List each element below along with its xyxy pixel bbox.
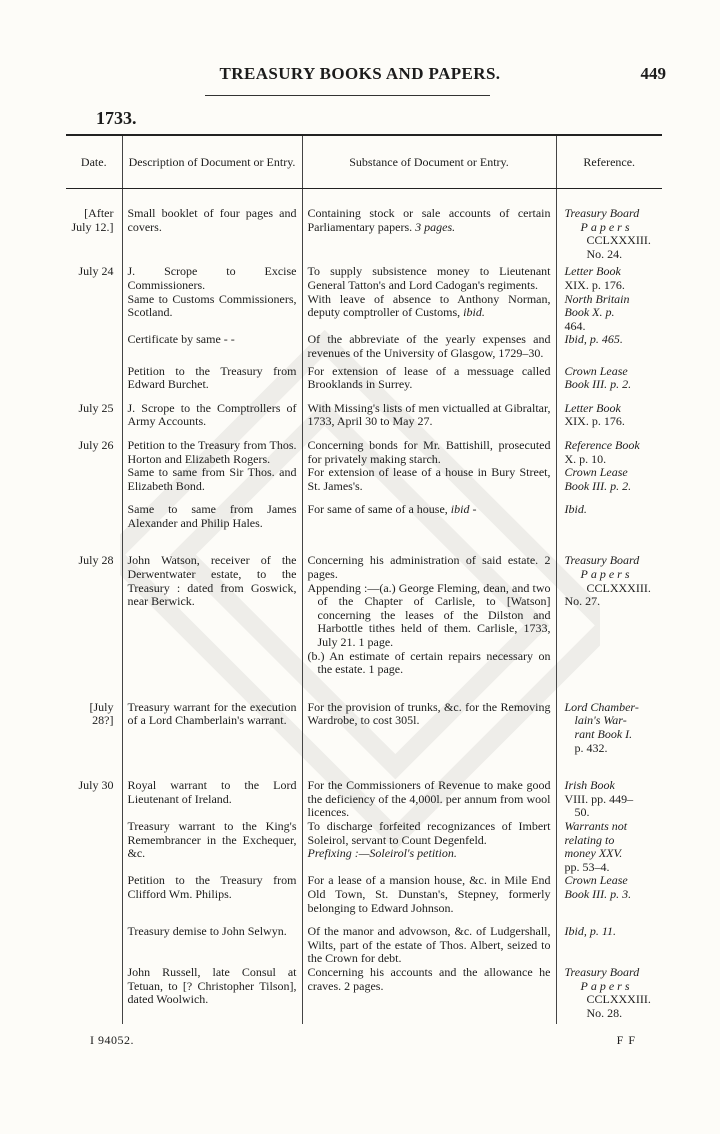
reference-line: Treasury Board — [564, 553, 640, 568]
entry-date — [66, 503, 122, 530]
entry-description: Petition to the Treasury from Edward Burchet. — [122, 365, 302, 392]
substance-text: Concerning his administration of said estate. 2 pages. — [307, 553, 551, 582]
entry-date — [66, 874, 122, 915]
table-row — [66, 554, 662, 676]
table-row — [66, 189, 662, 262]
table-row — [66, 293, 662, 334]
reference-line: Letter Book — [564, 400, 621, 415]
reference-line: relating to — [564, 832, 615, 847]
entry-date — [66, 925, 122, 966]
entry-substance: Of the abbreviate of the yearly expenses and revenues of the University of Glasgow, 1729–30. — [302, 333, 556, 360]
reference-line: Irish Book — [564, 778, 615, 793]
entry-reference — [556, 820, 662, 874]
row-spacer — [66, 530, 662, 554]
entry-description: J. Scrope to the Comptrollers of Army Accounts. — [122, 402, 302, 429]
reference-line: No. 24. — [586, 246, 623, 261]
header-rule — [205, 95, 490, 96]
reference-line: CCLXXXIII. — [586, 580, 651, 595]
table-row — [66, 966, 662, 1020]
reference-line: XIX. p. 176. — [564, 277, 625, 292]
substance-appendix: (b.) An estimate of certain repairs necessary on the estate. 1 page. — [307, 648, 551, 677]
entry-reference — [556, 333, 662, 360]
entry-reference — [556, 265, 662, 292]
entry-reference — [556, 966, 662, 1020]
entry-substance: Concerning his accounts and the allowance he craves. 2 pages. — [302, 966, 556, 1020]
entry-reference — [556, 466, 662, 493]
reference-line: VIII. pp. 449– — [564, 791, 634, 806]
entry-date: July 26 — [78, 437, 114, 452]
reference-line: Papers — [580, 567, 633, 582]
entry-date — [66, 966, 122, 1020]
entry-date: July 25 — [78, 400, 114, 415]
reference-line: No. 28. — [586, 1005, 623, 1020]
entry-description: Small booklet of four pages and covers. — [122, 189, 302, 262]
entry-substance: To supply subsistence money to Lieutenant General Tatton's and Lord Cadogan's regiments. — [302, 265, 556, 292]
reference-line: X. p. 10. — [564, 451, 607, 466]
entry-substance: Concerning bonds for Mr. Battishill, prosecuted for privately making starch. — [302, 439, 556, 466]
entry-date — [66, 333, 122, 360]
column-header-date: Date. — [66, 135, 122, 189]
running-title: TREASURY BOOKS AND PAPERS. — [219, 64, 501, 83]
reference-line: 50. — [574, 805, 590, 820]
reference-line: Treasury Board — [564, 964, 640, 979]
table-row — [66, 503, 662, 530]
reference-line: Crown Lease — [564, 363, 628, 378]
entry-date: [After July 12.] — [71, 206, 114, 234]
entry-reference — [556, 402, 662, 429]
reference-line: Papers — [580, 219, 633, 234]
table-row — [66, 466, 662, 493]
entry-reference — [556, 701, 662, 755]
entry-date: [July 28?] — [89, 699, 114, 728]
row-spacer — [66, 1020, 662, 1024]
entry-date — [66, 365, 122, 392]
substance-suffix: ibid - — [450, 502, 477, 517]
reference-line: p. 432. — [574, 740, 608, 755]
table-row — [66, 779, 662, 820]
entry-date — [66, 293, 122, 334]
table-row — [66, 265, 662, 292]
reference-line: Ibid, p. 465. — [564, 332, 623, 347]
table-row — [66, 820, 662, 874]
entry-reference — [556, 365, 662, 392]
ledger-table — [66, 134, 662, 1024]
reference-line: CCLXXXIII. — [586, 233, 651, 248]
reference-line: Warrants not — [564, 818, 628, 833]
table-row — [66, 701, 662, 755]
substance-suffix: 3 pages. — [415, 219, 456, 234]
entry-description: Treasury warrant to the King's Remembrancer in the Exchequer, &c. — [122, 820, 302, 874]
entry-substance — [302, 554, 556, 676]
reference-line: North Britain — [564, 291, 630, 306]
reference-line: XIX. p. 176. — [564, 414, 625, 429]
entry-description: Treasury demise to John Selwyn. — [122, 925, 302, 966]
printer-signature: I 94052. — [90, 1033, 134, 1047]
reference-line: Ibid. — [564, 502, 587, 517]
entry-substance: For extension of lease of a house in Bury Street, St. James's. — [302, 466, 556, 493]
running-head — [0, 64, 720, 88]
entry-substance — [302, 293, 556, 334]
reference-line: CCLXXXIII. — [586, 992, 651, 1007]
entry-reference — [556, 293, 662, 334]
reference-line: Papers — [580, 978, 633, 993]
reference-line: Letter Book — [564, 264, 621, 279]
reference-line: lain's War- — [574, 713, 627, 728]
gathering-mark: F F — [616, 1033, 636, 1047]
reference-line: Book III. p. 3. — [564, 886, 632, 901]
column-header-substance: Substance of Document or Entry. — [302, 135, 556, 189]
entry-date — [66, 820, 122, 874]
row-spacer — [66, 677, 662, 701]
entry-substance: For extension of lease of a messuage called Brooklands in Surrey. — [302, 365, 556, 392]
entry-reference — [556, 779, 662, 820]
column-header-description: Description of Document or Entry. — [122, 135, 302, 189]
table-header-row — [66, 135, 662, 189]
table-row — [66, 365, 662, 392]
table-row — [66, 439, 662, 466]
substance-appendix: Appending :—(a.) George Fleming, dean, and two of the Chapter of Carlisle, to [Watson] concerning the leases of the Dilston and Harbottle tithes held of them. Carlisle, 1733, July 21. 1 page. — [307, 580, 551, 650]
reference-line: 464. — [564, 318, 586, 333]
entry-date — [66, 466, 122, 493]
column-header-reference: Reference. — [556, 135, 662, 189]
substance-text: To discharge forfeited recognizances of Imbert Soleirol, servant to Count Degenfeld. — [307, 818, 551, 847]
reference-line: No. 27. — [564, 594, 601, 609]
reference-line: Treasury Board — [564, 206, 640, 220]
entry-substance: For the provision of trunks, &c. for the Removing Wardrobe, to cost 305l. — [302, 701, 556, 755]
entry-description: John Russell, late Consul at Tetuan, to [? Christopher Tilson], dated Woolwich. — [122, 966, 302, 1020]
row-spacer — [66, 755, 662, 779]
reference-line: Book III. p. 2. — [564, 478, 632, 493]
reference-line: Book III. p. 2. — [564, 377, 632, 392]
reference-line: money XXV. — [564, 846, 623, 861]
entry-reference — [556, 925, 662, 966]
entry-reference — [556, 874, 662, 915]
entry-date: July 24 — [78, 264, 114, 279]
entry-substance: Of the manor and advowson, &c. of Ludgershall, Wilts, part of the estate of Thos. Albert, seized to the Crown for debt. — [302, 925, 556, 966]
entry-description: Same to same from Sir Thos. and Elizabeth Bond. — [122, 466, 302, 493]
substance-text: With leave of absence to Anthony Norman, deputy comptroller of Customs, — [307, 291, 551, 320]
entry-reference — [556, 439, 662, 466]
entry-description: Petition to the Treasury from Thos. Horton and Elizabeth Rogers. — [122, 439, 302, 466]
entry-description: Petition to the Treasury from Clifford Wm. Philips. — [122, 874, 302, 915]
table-row — [66, 925, 662, 966]
entry-substance: With Missing's lists of men victualled at Gibraltar, 1733, April 30 to May 27. — [302, 402, 556, 429]
page-number: 449 — [640, 64, 666, 83]
entry-substance — [302, 189, 556, 262]
year-heading: 1733. — [96, 108, 137, 128]
entry-substance: For the Commissioners of Revenue to make good the deficiency of the 4,000l. per annum from wool licences. — [302, 779, 556, 820]
substance-suffix: ibid. — [463, 305, 485, 320]
entry-description: John Watson, receiver of the Derwentwater estate, to the Treasury : dated from Goswick, near Berwick. — [122, 554, 302, 676]
entry-reference — [556, 554, 662, 676]
reference-line: pp. 53–4. — [564, 859, 610, 874]
entry-description: Royal warrant to the Lord Lieutenant of Ireland. — [122, 779, 302, 820]
table-row — [66, 333, 662, 360]
entry-reference — [556, 189, 662, 262]
entry-date: July 28 — [78, 553, 114, 568]
reference-line: Crown Lease — [564, 873, 628, 888]
entry-substance — [302, 820, 556, 874]
reference-line: Lord Chamber- — [564, 699, 639, 714]
entry-reference — [556, 503, 662, 530]
reference-line: rant Book I. — [574, 727, 633, 741]
entry-substance: For a lease of a mansion house, &c. in Mile End Old Town, St. Dunstan's, Stepney, formerly belonging to Edward Johnson. — [302, 874, 556, 915]
entry-description: Same to Customs Commissioners, Scotland. — [122, 293, 302, 334]
entry-description: J. Scrope to Excise Commissioners. — [122, 265, 302, 292]
table-row — [66, 402, 662, 429]
reference-line: Book X. p. — [564, 305, 615, 320]
reference-line: Crown Lease — [564, 465, 628, 480]
entry-substance — [302, 503, 556, 530]
reference-line: Reference Book — [564, 437, 640, 452]
entry-description: Certificate by same - - — [122, 333, 302, 360]
entry-description: Treasury warrant for the execution of a Lord Chamberlain's warrant. — [122, 701, 302, 755]
entry-date: July 30 — [78, 778, 114, 793]
substance-text: For same of same of a house, — [307, 502, 448, 517]
table-row — [66, 874, 662, 915]
reference-line: Ibid, p. 11. — [564, 924, 616, 939]
substance-appendix: Prefixing :—Soleirol's petition. — [307, 846, 457, 861]
substance-text: Containing stock or sale accounts of certain Parliamentary papers. — [307, 206, 551, 234]
entry-description: Same to same from James Alexander and Philip Hales. — [122, 503, 302, 530]
